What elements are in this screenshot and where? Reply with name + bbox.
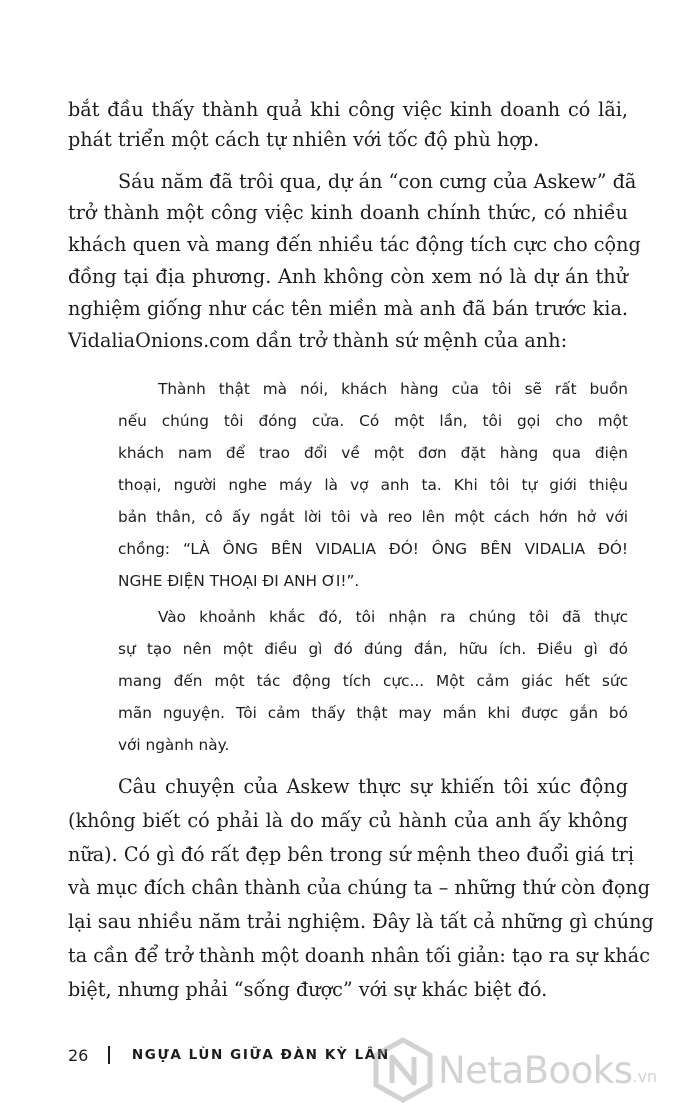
watermark (372, 1032, 692, 1108)
page-number: 26 (68, 1045, 89, 1065)
quote-line: nếu chúng tôi đóng cửa. Có một lần, tôi gọi cho một (118, 412, 628, 430)
body-line: nữa). Có gì đó rất đẹp bên trong sứ mệnh theo đuổi giá trị (68, 843, 634, 866)
quote-line: Thành thật mà nói, khách hàng của tôi sẽ rất buồn (158, 380, 628, 398)
quote-line: bản thân, cô ấy ngắt lời tôi và reo lên một cách hớn hở với (118, 508, 628, 526)
body-line: VidaliaOnions.com dần trở thành sứ mệnh của anh: (68, 329, 568, 352)
body-line: Câu chuyện của Askew thực sự khiến tôi xúc động (118, 775, 628, 798)
quote-line: với ngành này. (118, 736, 230, 754)
body-line: phát triển một cách tự nhiên với tốc độ phù hợp. (68, 128, 540, 151)
page-footer (68, 1042, 390, 1068)
quote-line: Vào khoảnh khắc đó, tôi nhận ra chúng tôi đã thực (158, 608, 628, 626)
quote-line: chồng: “LÀ ÔNG BÊN VIDALIA ĐÓ! ÔNG BÊN VIDALIA ĐÓ! (118, 540, 628, 558)
body-line: lại sau nhiều năm trải nghiệm. Đây là tất cả những gì chúng (68, 910, 654, 933)
body-line: biệt, nhưng phải “sống được” với sự khác biệt đó. (68, 978, 548, 1001)
quote-line: mang đến một tác động tích cực... Một cảm giác hết sức (118, 672, 628, 690)
watermark-suffix: .vn (632, 1067, 658, 1086)
body-line: trở thành một công việc kinh doanh chính thức, có nhiều (68, 201, 628, 224)
body-line: Sáu năm đã trôi qua, dự án “con cưng của Askew” đã (118, 170, 637, 193)
body-line: và mục đích chân thành của chúng ta – những thứ còn đọng (68, 876, 651, 899)
netabooks-logo-icon (372, 1037, 434, 1103)
quote-line: sự tạo nên một điều gì đó đúng đắn, hữu ích. Điều gì đó (118, 640, 628, 658)
body-line: nghiệm giống như các tên miền mà anh đã bán trước kia. (68, 297, 628, 320)
body-line: bắt đầu thấy thành quả khi công việc kinh doanh có lãi, (68, 98, 628, 121)
body-line: khách quen và mang đến nhiều tác động tích cực cho cộng (68, 233, 641, 256)
footer-divider (108, 1046, 110, 1064)
body-line: ta cần để trở thành một doanh nhân tối giản: tạo ra sự khác (68, 944, 650, 967)
quote-line: thoại, người nghe máy là vợ anh ta. Khi tôi tự giới thiệu (118, 476, 628, 494)
body-line: (không biết có phải là do mấy củ hành của anh ấy không (68, 809, 628, 832)
watermark-brand: NetaBooks (438, 1048, 633, 1092)
quote-line: khách nam để trao đổi về một đơn đặt hàng qua điện (118, 444, 628, 462)
body-line: đồng tại địa phương. Anh không còn xem nó là dự án thử (68, 265, 628, 288)
quote-line: mãn nguyện. Tôi cảm thấy thật may mắn khi được gắn bó (118, 704, 628, 722)
book-title: NGỰA LÙN GIỮA ĐÀN KỲ LÂN (131, 1047, 390, 1063)
quote-line: NGHE ĐIỆN THOẠI ĐI ANH ƠI!”. (118, 572, 360, 590)
